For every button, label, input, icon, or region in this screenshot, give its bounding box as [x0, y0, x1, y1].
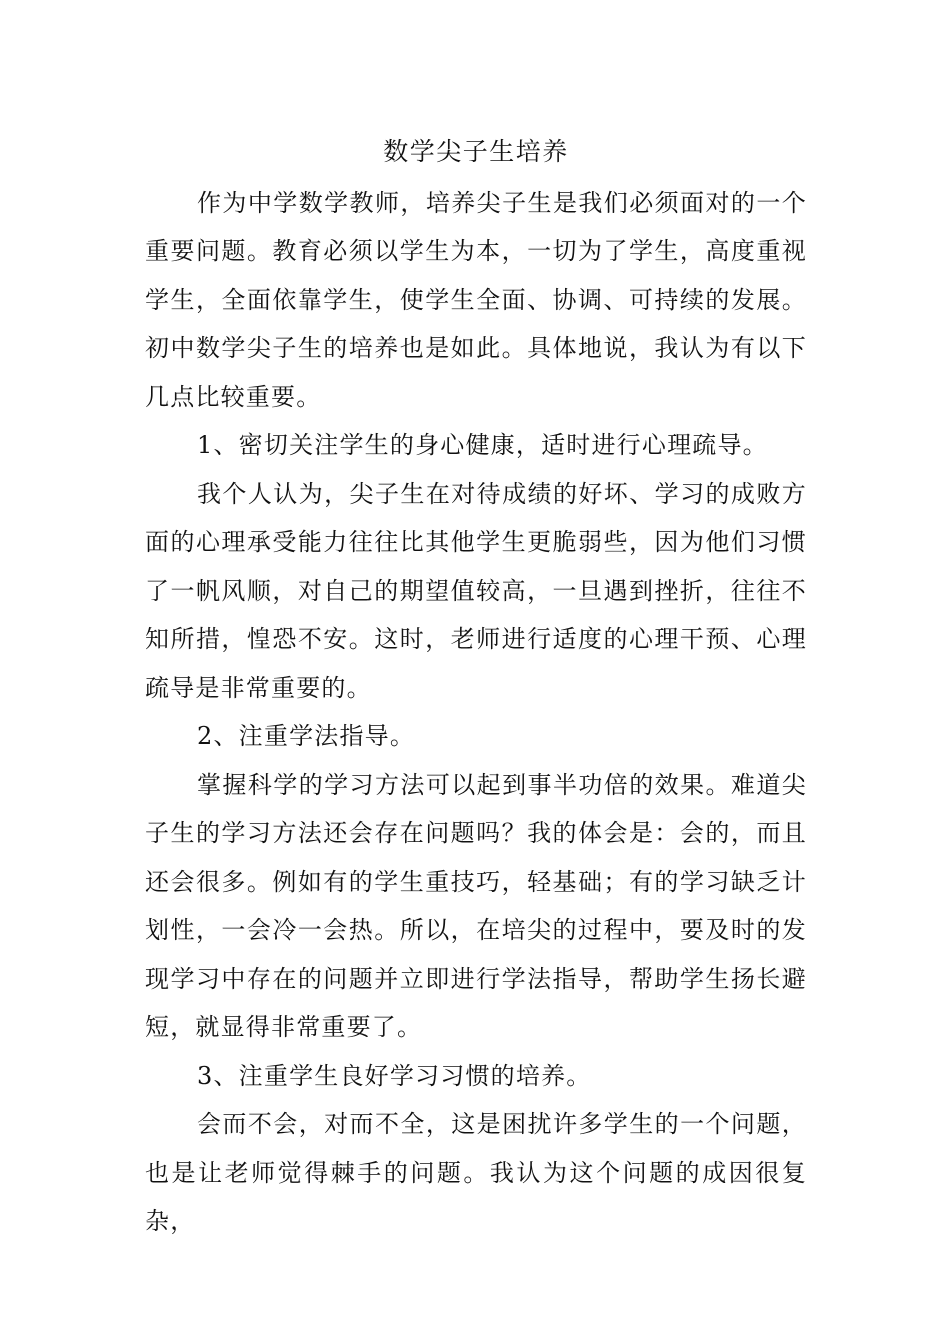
paragraph-intro: 作为中学数学教师，培养尖子生是我们必须面对的一个重要问题。教育必须以学生为本，一切为了学生，高度重视学生，全面依靠学生，使学生全面、协调、可持续的发展。初中数学尖子生的培养也是如此。具体地说，我认为有以下几点比较重要。: [145, 188, 807, 411]
document-body: [145, 128, 807, 1246]
paragraph-section-2: 掌握科学的学习方法可以起到事半功倍的效果。难道尖子生的学习方法还会存在问题吗？我的体会是：会的，而且还会很多。例如有的学生重技巧，轻基础；有的学习缺乏计划性，一会冷一会热。所以，在培尖的过程中，要及时的发现学习中存在的问题并立即进行学法指导，帮助学生扬长避短，就显得非常重要了。: [145, 770, 807, 1041]
paragraph-section-1: 我个人认为，尖子生在对待成绩的好坏、学习的成败方面的心理承受能力往往比其他学生更脆弱些，因为他们习惯了一帆风顺，对自己的期望值较高，一旦遇到挫折，往往不知所措，惶恐不安。这时，老师进行适度的心理干预、心理疏导是非常重要的。: [145, 479, 807, 702]
document-title: 数学尖子生培养: [383, 137, 569, 166]
section-heading-3: 3、注重学生良好学习习惯的培养。: [197, 1061, 592, 1090]
section-heading-2: 2、注重学法指导。: [197, 722, 416, 750]
section-heading-1: 1、密切关注学生的身心健康，适时进行心理疏导。: [197, 431, 768, 459]
paragraph-section-3: 会而不会，对而不全，这是困扰许多学生的一个问题，也是让老师觉得棘手的问题。我认为这个问题的成因很复杂，: [145, 1110, 807, 1235]
